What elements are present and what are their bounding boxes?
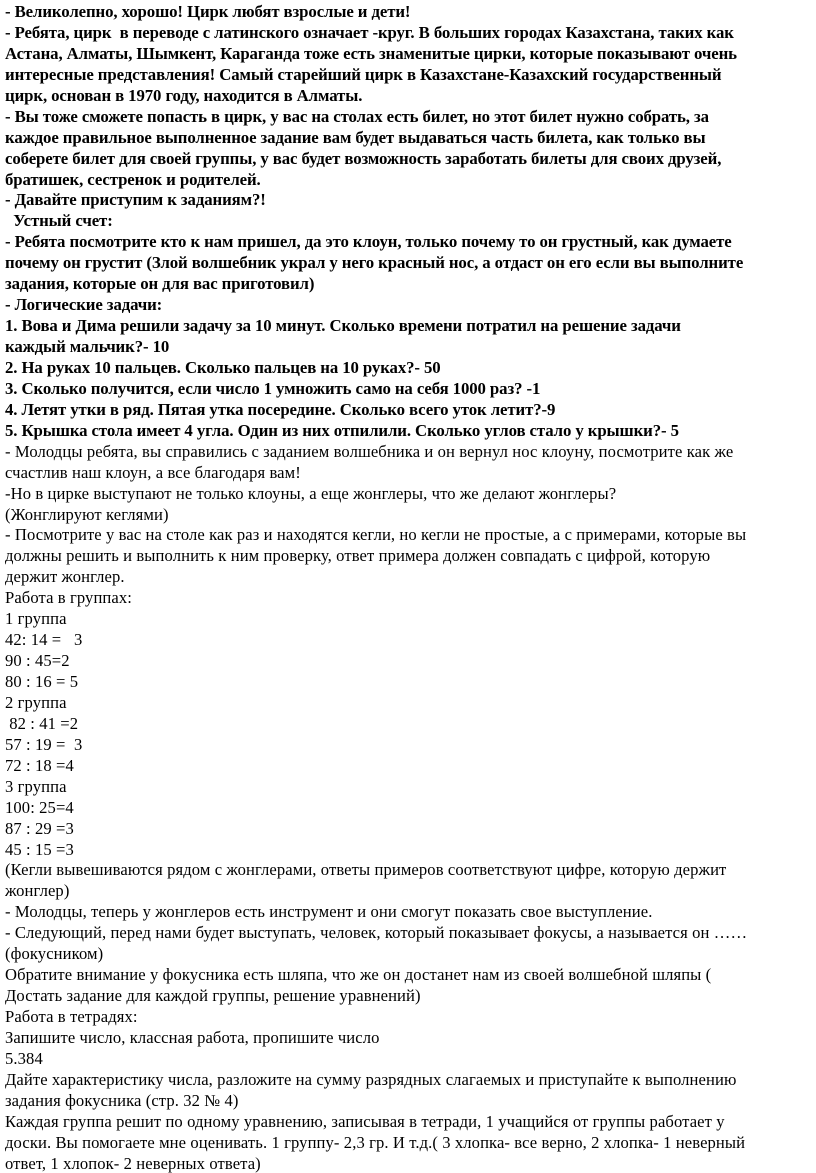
text-line: - Великолепно, хорошо! Цирк любят взрослые и дети! xyxy=(5,2,411,21)
text-line: почему он грустит (Злой волшебник украл у него красный нос, а отдаст он его если вы выполните xyxy=(5,253,744,273)
text-line: доски. Вы помогаете мне оценивать. 1 группу- 2,3 гр. И т.д.( 3 хлопка- все верно, 2 хлопка- 1 неверный xyxy=(5,1132,746,1152)
text-line: цирк, основан в 1970 году, находится в Алматы. xyxy=(5,85,363,105)
text-line: - Ребята, цирк в переводе с латинского означает -круг. В больших городах Казахстана, таких как xyxy=(5,22,734,42)
text-line: ответ, 1 хлопок- 2 неверных ответа) xyxy=(5,1153,261,1173)
text-line: 100: 25=4 xyxy=(5,797,74,817)
text-line: 5. Крышка стола имеет 4 угла. Один из них отпилили. Сколько углов стало у крышки?- 5 xyxy=(5,420,679,440)
text-line: 5.384 xyxy=(5,1048,43,1068)
document-sections xyxy=(5,2,814,1173)
text-line: каждое правильное выполненное задание вам будет выдаваться часть билета, как только вы xyxy=(5,127,706,147)
text-line: должны решить и выполнить к ним проверку, ответ примера должен совпадать с цифрой, которую xyxy=(5,546,711,566)
text-line: Каждая группа решит по одному уравнению, записывая в тетради, 1 учащийся от группы работает у xyxy=(5,1111,725,1131)
text-line: - Логические задачи: xyxy=(5,295,163,315)
text-line: - Следующий, перед нами будет выступать, человек, который показывает фокусы, а называется он …… xyxy=(5,923,748,943)
text-line: 1 группа xyxy=(5,609,67,629)
text-line: 82 : 41 =2 xyxy=(5,713,79,733)
text-line: 42: 14 = 3 xyxy=(5,630,83,650)
text-line: (Кегли вывешиваются рядом с жонглерами, ответы примеров соответствуют цифре, которую держит xyxy=(5,860,727,880)
text-line: 80 : 16 = 5 xyxy=(5,672,79,691)
text-line: задания, которые он для вас приготовил) xyxy=(5,274,315,294)
text-line: Астана, Алматы, Шымкент, Караганда тоже есть знаменитые цирки, которые показывают очень xyxy=(5,43,737,63)
text-line: Достать задание для каждой группы, решение уравнений) xyxy=(5,986,421,1006)
text-line: Запишите число, классная работа, пропишите число xyxy=(5,1027,380,1047)
text-line: братишек, сестренок и родителей. xyxy=(5,169,261,189)
text-line: - Давайте приступим к заданиям?! xyxy=(5,190,266,210)
text-line: 72 : 18 =4 xyxy=(5,755,74,775)
text-line: 90 : 45=2 xyxy=(5,651,70,671)
text-line: 3 группа xyxy=(5,776,67,796)
text-line: - Посмотрите у вас на столе как раз и находятся кегли, но кегли не простые, а с примерами, которые вы xyxy=(5,525,747,545)
text-line: соберете билет для своей группы, у вас будет возможность заработать билеты для своих друзей, xyxy=(5,148,722,168)
text-line: Устный счет: xyxy=(5,211,113,231)
text-line: Обратите внимание у фокусника есть шляпа, что же он достанет нам из своей волшебной шляпы ( xyxy=(5,965,712,985)
text-line: Работа в тетрадях: xyxy=(5,1007,138,1026)
text-line: 87 : 29 =3 xyxy=(5,818,74,838)
text-line: жонглер) xyxy=(5,881,70,901)
text-line: 2. На руках 10 пальцев. Сколько пальцев на 10 руках?- 50 xyxy=(5,357,441,377)
text-line: - Ребята посмотрите кто к нам пришел, да это клоун, только почему то он грустный, как думаете xyxy=(5,232,732,252)
text-line: Дайте характеристику числа, разложите на сумму разрядных слагаемых и приступайте к выполнению xyxy=(5,1069,737,1089)
text-line: счастлив наш клоун, а все благодаря вам! xyxy=(5,462,301,482)
body-regular-section xyxy=(5,442,814,1173)
text-line: каждый мальчик?- 10 xyxy=(5,337,170,356)
text-line: 57 : 19 = 3 xyxy=(5,734,83,754)
text-line: 1. Вова и Дима решили задачу за 10 минут. Сколько времени потратил на решение задачи xyxy=(5,316,681,336)
text-line: задания фокусника (стр. 32 № 4) xyxy=(5,1090,239,1110)
text-line: 45 : 15 =3 xyxy=(5,839,74,859)
text-line: держит жонглер. xyxy=(5,567,125,587)
text-line: -Но в цирке выступают не только клоуны, а еще жонглеры, что же делают жонглеры? xyxy=(5,483,617,503)
text-line: - Вы тоже сможете попасть в цирк, у вас на столах есть билет, но этот билет нужно собрать, за xyxy=(5,106,709,126)
text-line: 4. Летят утки в ряд. Пятая утка посередине. Сколько всего уток летит?-9 xyxy=(5,399,556,419)
text-line: (Жонглируют кеглями) xyxy=(5,504,169,524)
text-line: (фокусником) xyxy=(5,944,104,964)
text-line: интересные представления! Самый старейший цирк в Казахстане-Казахский государственный xyxy=(5,64,722,84)
text-line: 3. Сколько получится, если число 1 умножить само на себя 1000 раз? -1 xyxy=(5,378,541,398)
text-line: 2 группа xyxy=(5,692,67,712)
intro-bold-section xyxy=(5,2,814,442)
text-line: Работа в группах: xyxy=(5,588,132,608)
text-line: - Молодцы, теперь у жонглеров есть инструмент и они смогут показать свое выступление. xyxy=(5,902,653,922)
text-line: - Молодцы ребята, вы справились с заданием волшебника и он вернул нос клоуну, посмотрите как же xyxy=(5,441,734,461)
